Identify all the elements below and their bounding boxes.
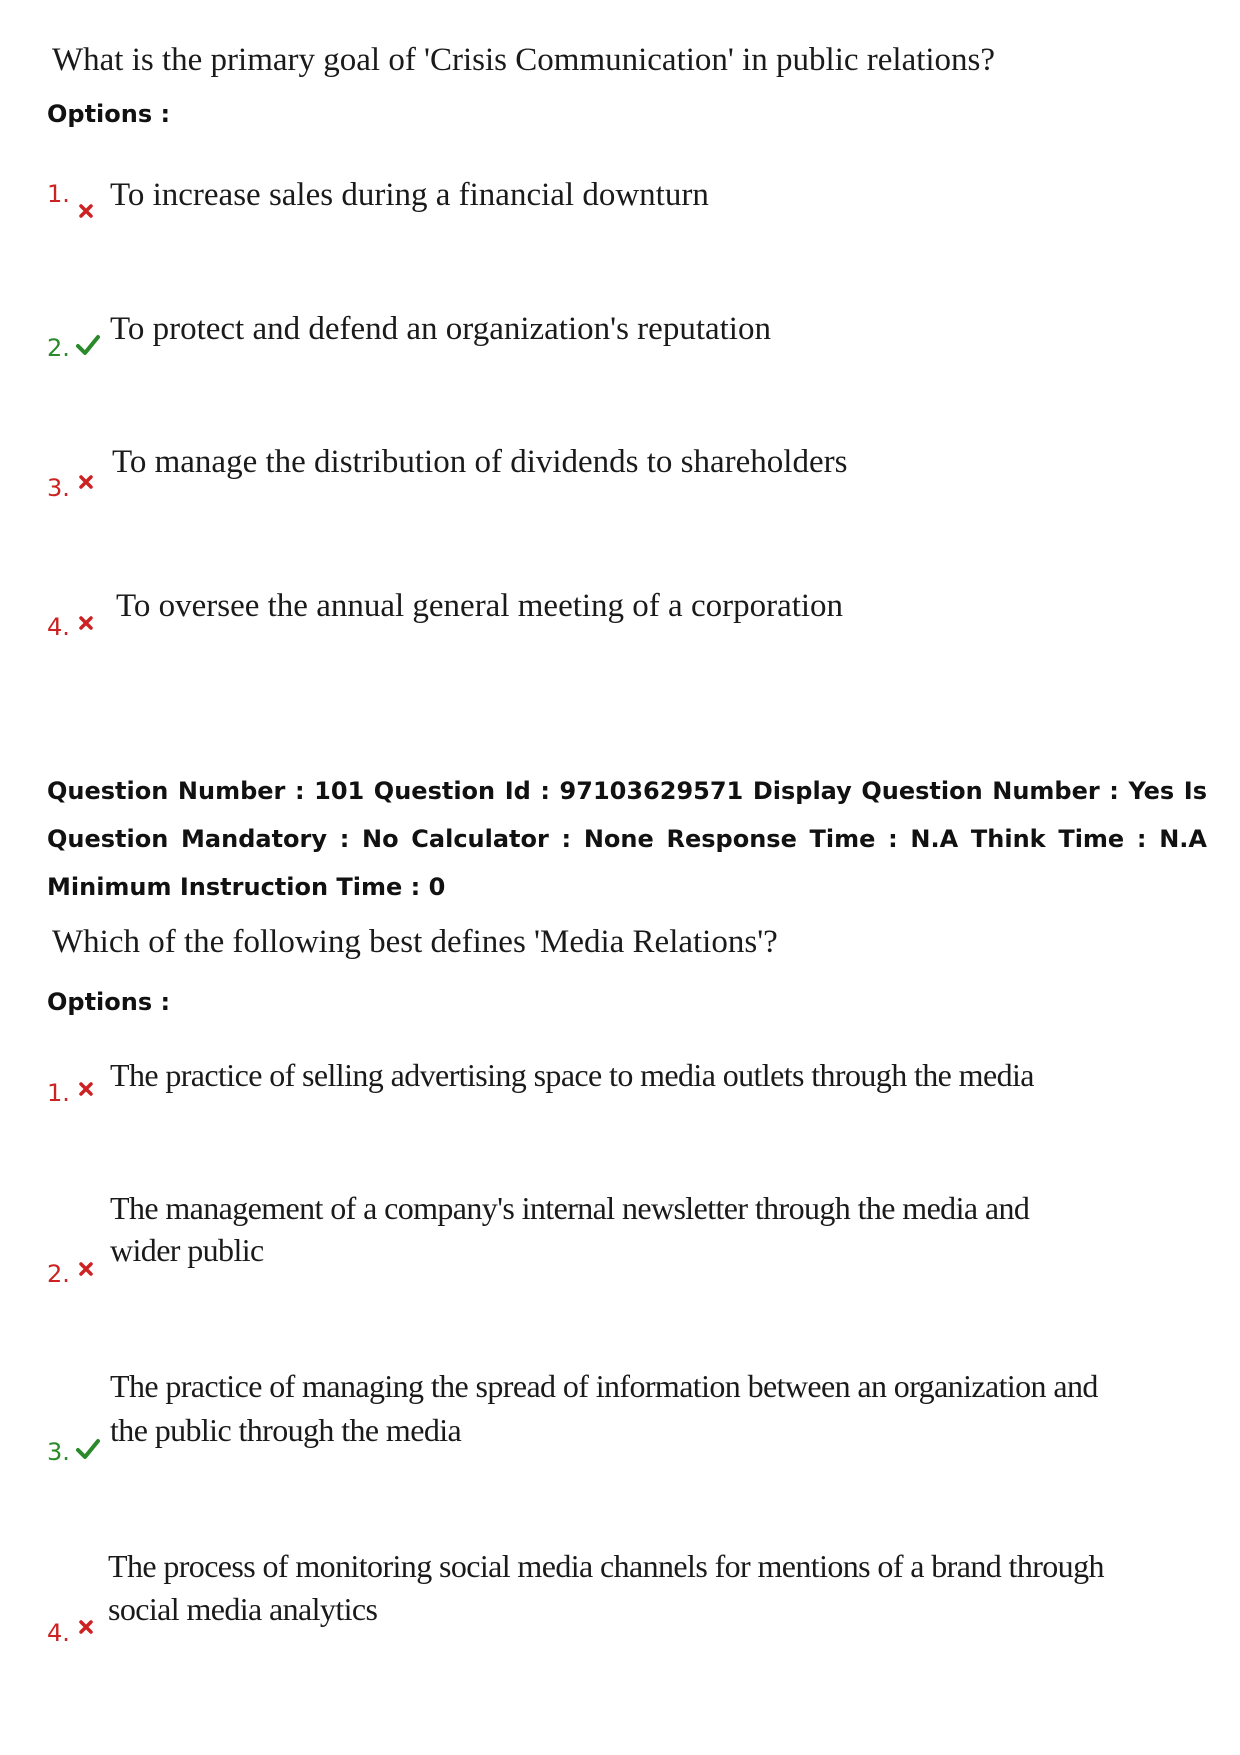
option-text: The practice of managing the spread of information between an organization and	[110, 1368, 1098, 1404]
option-text: To increase sales during a financial downturn	[110, 177, 709, 213]
cross-icon	[78, 203, 94, 219]
check-icon	[76, 334, 100, 356]
option-number: 1.	[47, 180, 70, 208]
option-text: The process of monitoring social media channels for mentions of a brand through	[108, 1548, 1104, 1584]
cross-icon	[78, 1081, 94, 1097]
option-number: 3.	[47, 474, 70, 502]
option-text: social media analytics	[108, 1591, 378, 1627]
cross-icon	[78, 615, 94, 631]
question-meta: Question Number : 101 Question Id : 97103629571 Display Question Number : Yes Is Question Mandatory : No Calculator : None Response Time : N.A Think Time : N.A Minimum Instruction Time : 0	[47, 777, 1207, 901]
option-number: 2.	[47, 334, 70, 362]
options-label: Options :	[47, 988, 171, 1016]
option-number: 3.	[47, 1438, 70, 1466]
option-text: To oversee the annual general meeting of a corporation	[116, 588, 844, 624]
option-text: the public through the media	[110, 1412, 462, 1448]
option-text: To manage the distribution of dividends to shareholders	[112, 444, 848, 480]
cross-icon	[78, 1619, 94, 1635]
option-text: The practice of selling advertising space to media outlets through the media	[110, 1057, 1034, 1093]
option-text: The management of a company's internal newsletter through the media and	[110, 1190, 1030, 1226]
option-text: wider public	[110, 1232, 264, 1268]
cross-icon	[78, 474, 94, 490]
option-number: 2.	[47, 1260, 70, 1288]
check-icon	[76, 1438, 100, 1460]
question-text: Which of the following best defines 'Media Relations'?	[52, 924, 778, 960]
question-text: What is the primary goal of 'Crisis Communication' in public relations?	[52, 42, 996, 78]
option-number: 1.	[47, 1079, 70, 1107]
option-number: 4.	[47, 1619, 70, 1647]
option-number: 4.	[47, 613, 70, 641]
option-text: To protect and defend an organization's reputation	[110, 311, 771, 347]
cross-icon	[78, 1261, 94, 1277]
options-label: Options :	[47, 100, 171, 128]
